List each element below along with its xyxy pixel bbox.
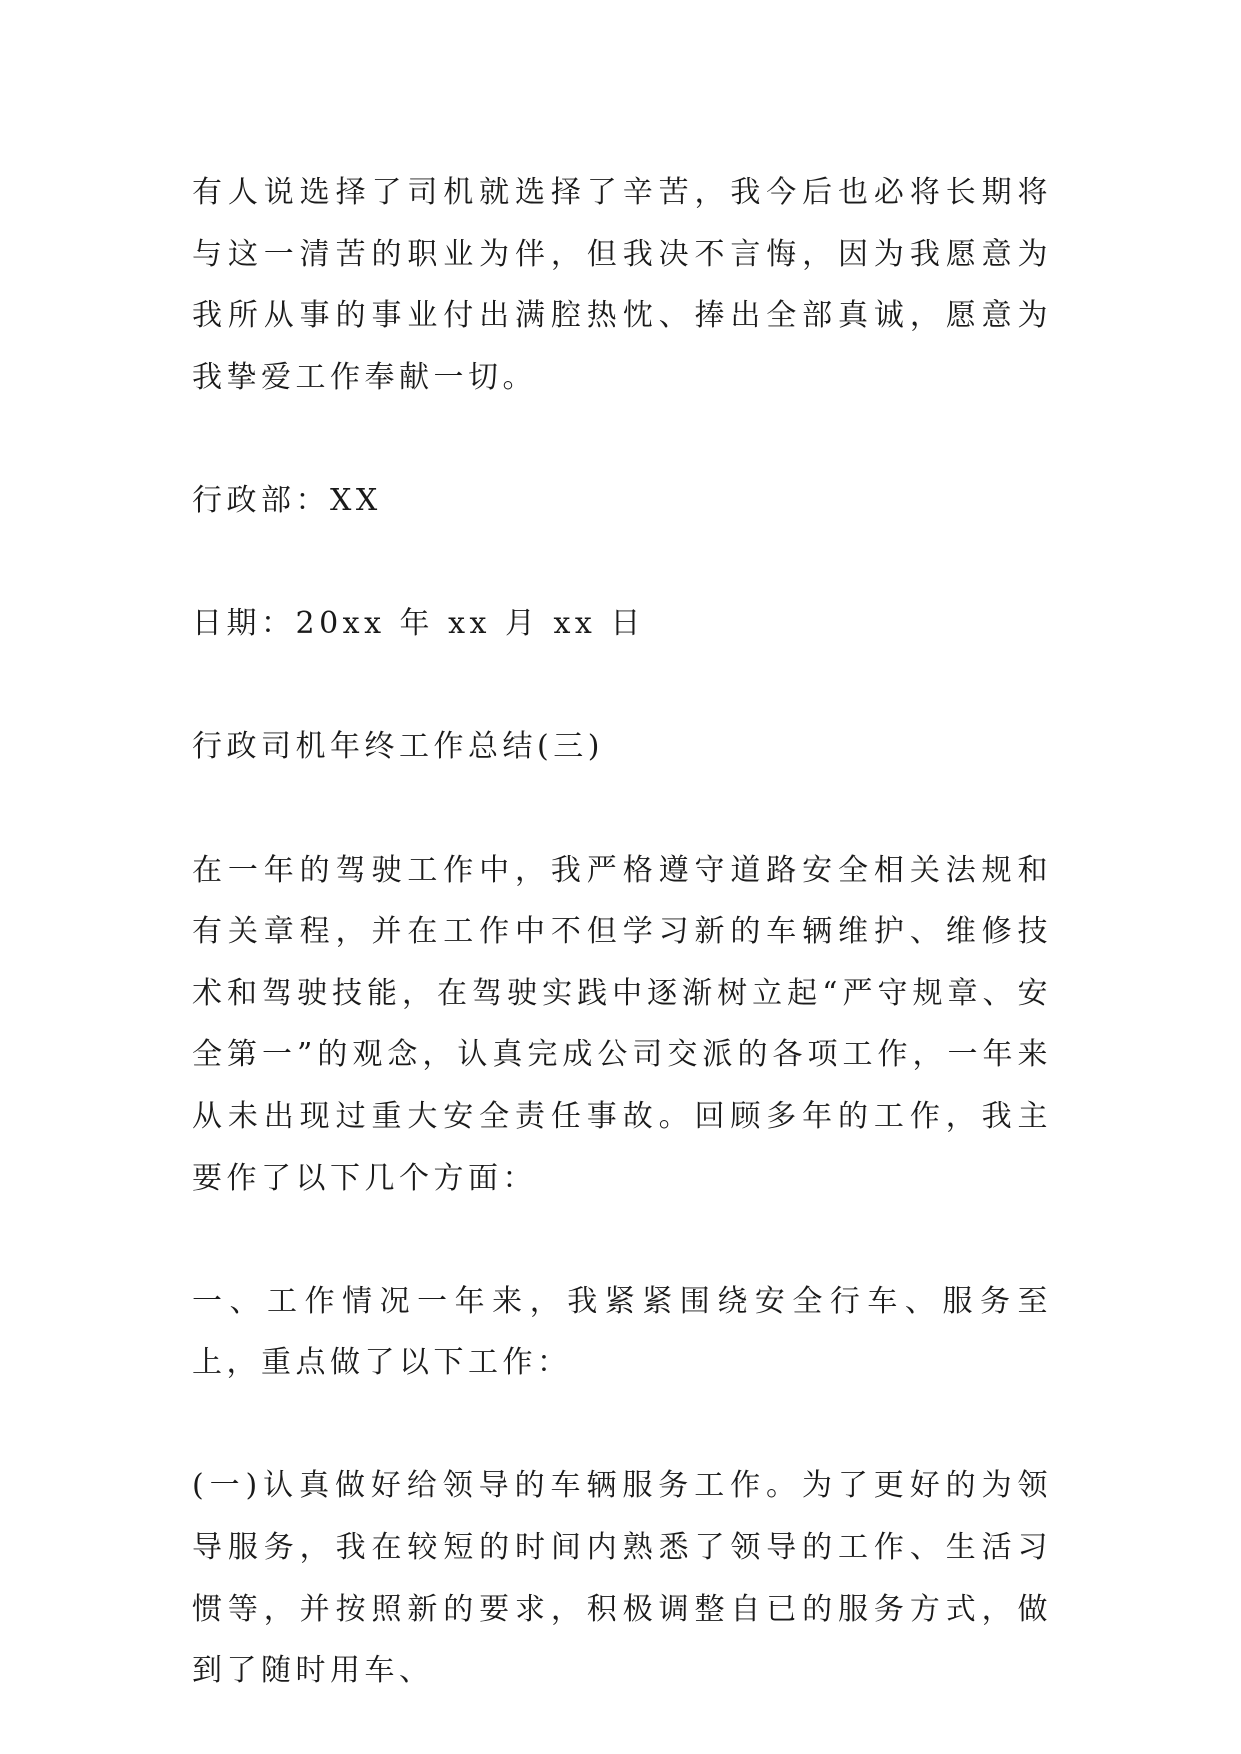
section-title: 行政司机年终工作总结(三) (192, 729, 604, 765)
paragraph-commitment: 有人说选择了司机就选择了辛苦，我今后也必将长期将与这一清苦的职业为伴，但我决不言悔，因为我愿意为我所从事的事业付出满腔热忱、捧出全部真诚，愿意为我挚爱工作奉献一切。 (192, 175, 1052, 395)
paragraph-work-overview: 一、工作情况一年来，我紧紧围绕安全行车、服务至上，重点做了以下工作： (192, 1283, 1052, 1381)
paragraph-leader-service: (一)认真做好给领导的车辆服务工作。为了更好的为领导服务，我在较短的时间内熟悉了领导的工作、生活习惯等，并按照新的要求，积极调整自已的服务方式，做到了随时用车、 (192, 1468, 1052, 1689)
department-signature: 行政部：XX (192, 482, 382, 518)
paragraph-intro: 在一年的驾驶工作中，我严格遵守道路安全相关法规和有关章程，并在工作中不但学习新的车辆维护、维修技术和驾驶技能，在驾驶实践中逐渐树立起“严守规章、安全第一”的观念，认真完成公司交派的各项工作，一年来从未出现过重大安全责任事故。回顾多年的工作，我主要作了以下几个方面： (192, 852, 1052, 1196)
document-body (192, 162, 1052, 1702)
date-line: 日期：20xx 年 xx 月 xx 日 (192, 606, 645, 642)
